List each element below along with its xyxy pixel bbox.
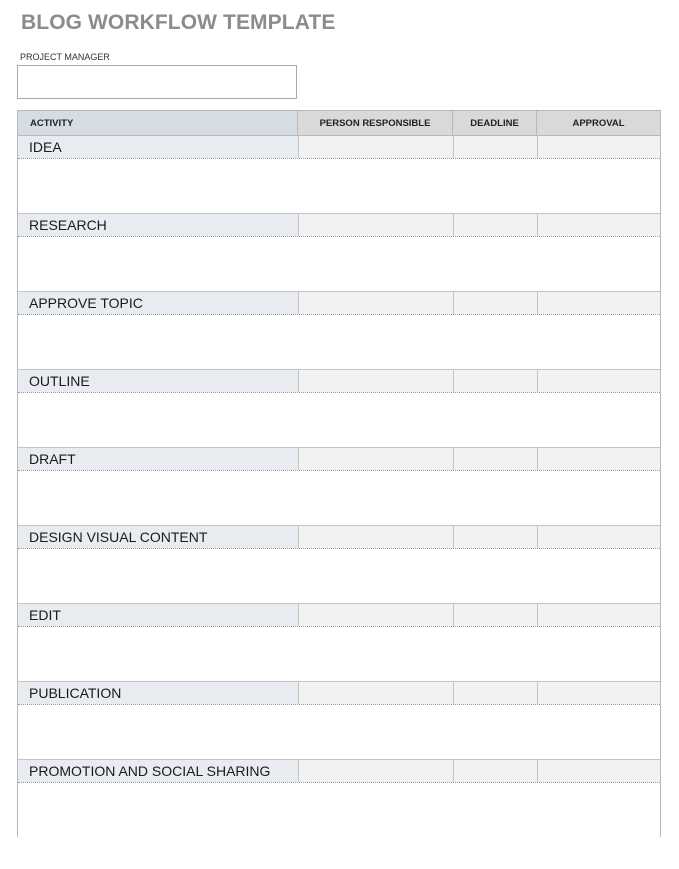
table-row	[18, 526, 660, 549]
workflow-section	[18, 526, 660, 604]
header-person-responsible: PERSON RESPONSIBLE	[298, 111, 453, 136]
approval-cell[interactable]	[538, 136, 660, 158]
notes-cell[interactable]	[18, 159, 660, 214]
deadline-cell[interactable]	[454, 760, 538, 782]
activity-cell: PROMOTION AND SOCIAL SHARING	[18, 760, 299, 782]
deadline-cell[interactable]	[454, 214, 538, 236]
deadline-cell[interactable]	[454, 682, 538, 704]
person-responsible-cell[interactable]	[299, 604, 454, 626]
activity-cell: DRAFT	[18, 448, 299, 470]
workflow-table	[17, 110, 661, 837]
notes-cell[interactable]	[18, 549, 660, 604]
workflow-section	[18, 292, 660, 370]
approval-cell[interactable]	[538, 604, 660, 626]
workflow-section	[18, 370, 660, 448]
notes-cell[interactable]	[18, 237, 660, 292]
person-responsible-cell[interactable]	[299, 292, 454, 314]
workflow-section	[18, 448, 660, 526]
approval-cell[interactable]	[538, 448, 660, 470]
table-row	[18, 604, 660, 627]
approval-cell[interactable]	[538, 760, 660, 782]
person-responsible-cell[interactable]	[299, 526, 454, 548]
activity-cell: DESIGN VISUAL CONTENT	[18, 526, 299, 548]
workflow-section	[18, 682, 660, 760]
header-activity: ACTIVITY	[18, 111, 298, 136]
person-responsible-cell[interactable]	[299, 760, 454, 782]
approval-cell[interactable]	[538, 526, 660, 548]
table-row	[18, 448, 660, 471]
deadline-cell[interactable]	[454, 604, 538, 626]
header-deadline: DEADLINE	[453, 111, 537, 136]
project-manager-field[interactable]	[17, 65, 297, 99]
table-row	[18, 682, 660, 705]
page-title: BLOG WORKFLOW TEMPLATE	[21, 11, 336, 34]
activity-cell: RESEARCH	[18, 214, 299, 236]
activity-cell: IDEA	[18, 136, 299, 158]
person-responsible-cell[interactable]	[299, 448, 454, 470]
activity-cell: APPROVE TOPIC	[18, 292, 299, 314]
header-approval: APPROVAL	[537, 111, 660, 136]
workflow-section	[18, 214, 660, 292]
person-responsible-cell[interactable]	[299, 214, 454, 236]
notes-cell[interactable]	[18, 393, 660, 448]
deadline-cell[interactable]	[454, 136, 538, 158]
workflow-section	[18, 604, 660, 682]
person-responsible-cell[interactable]	[299, 136, 454, 158]
deadline-cell[interactable]	[454, 370, 538, 392]
table-row	[18, 214, 660, 237]
workflow-section	[18, 136, 660, 214]
person-responsible-cell[interactable]	[299, 682, 454, 704]
project-manager-label: PROJECT MANAGER	[20, 52, 110, 62]
notes-cell[interactable]	[18, 471, 660, 526]
activity-cell: OUTLINE	[18, 370, 299, 392]
table-row	[18, 292, 660, 315]
deadline-cell[interactable]	[454, 292, 538, 314]
activity-cell: PUBLICATION	[18, 682, 299, 704]
approval-cell[interactable]	[538, 292, 660, 314]
notes-cell[interactable]	[18, 705, 660, 760]
person-responsible-cell[interactable]	[299, 370, 454, 392]
table-row	[18, 370, 660, 393]
approval-cell[interactable]	[538, 682, 660, 704]
notes-cell[interactable]	[18, 315, 660, 370]
workflow-section	[18, 760, 660, 838]
deadline-cell[interactable]	[454, 448, 538, 470]
approval-cell[interactable]	[538, 214, 660, 236]
table-row	[18, 136, 660, 159]
approval-cell[interactable]	[538, 370, 660, 392]
notes-cell[interactable]	[18, 783, 660, 838]
deadline-cell[interactable]	[454, 526, 538, 548]
notes-cell[interactable]	[18, 627, 660, 682]
activity-cell: EDIT	[18, 604, 299, 626]
table-row	[18, 760, 660, 783]
